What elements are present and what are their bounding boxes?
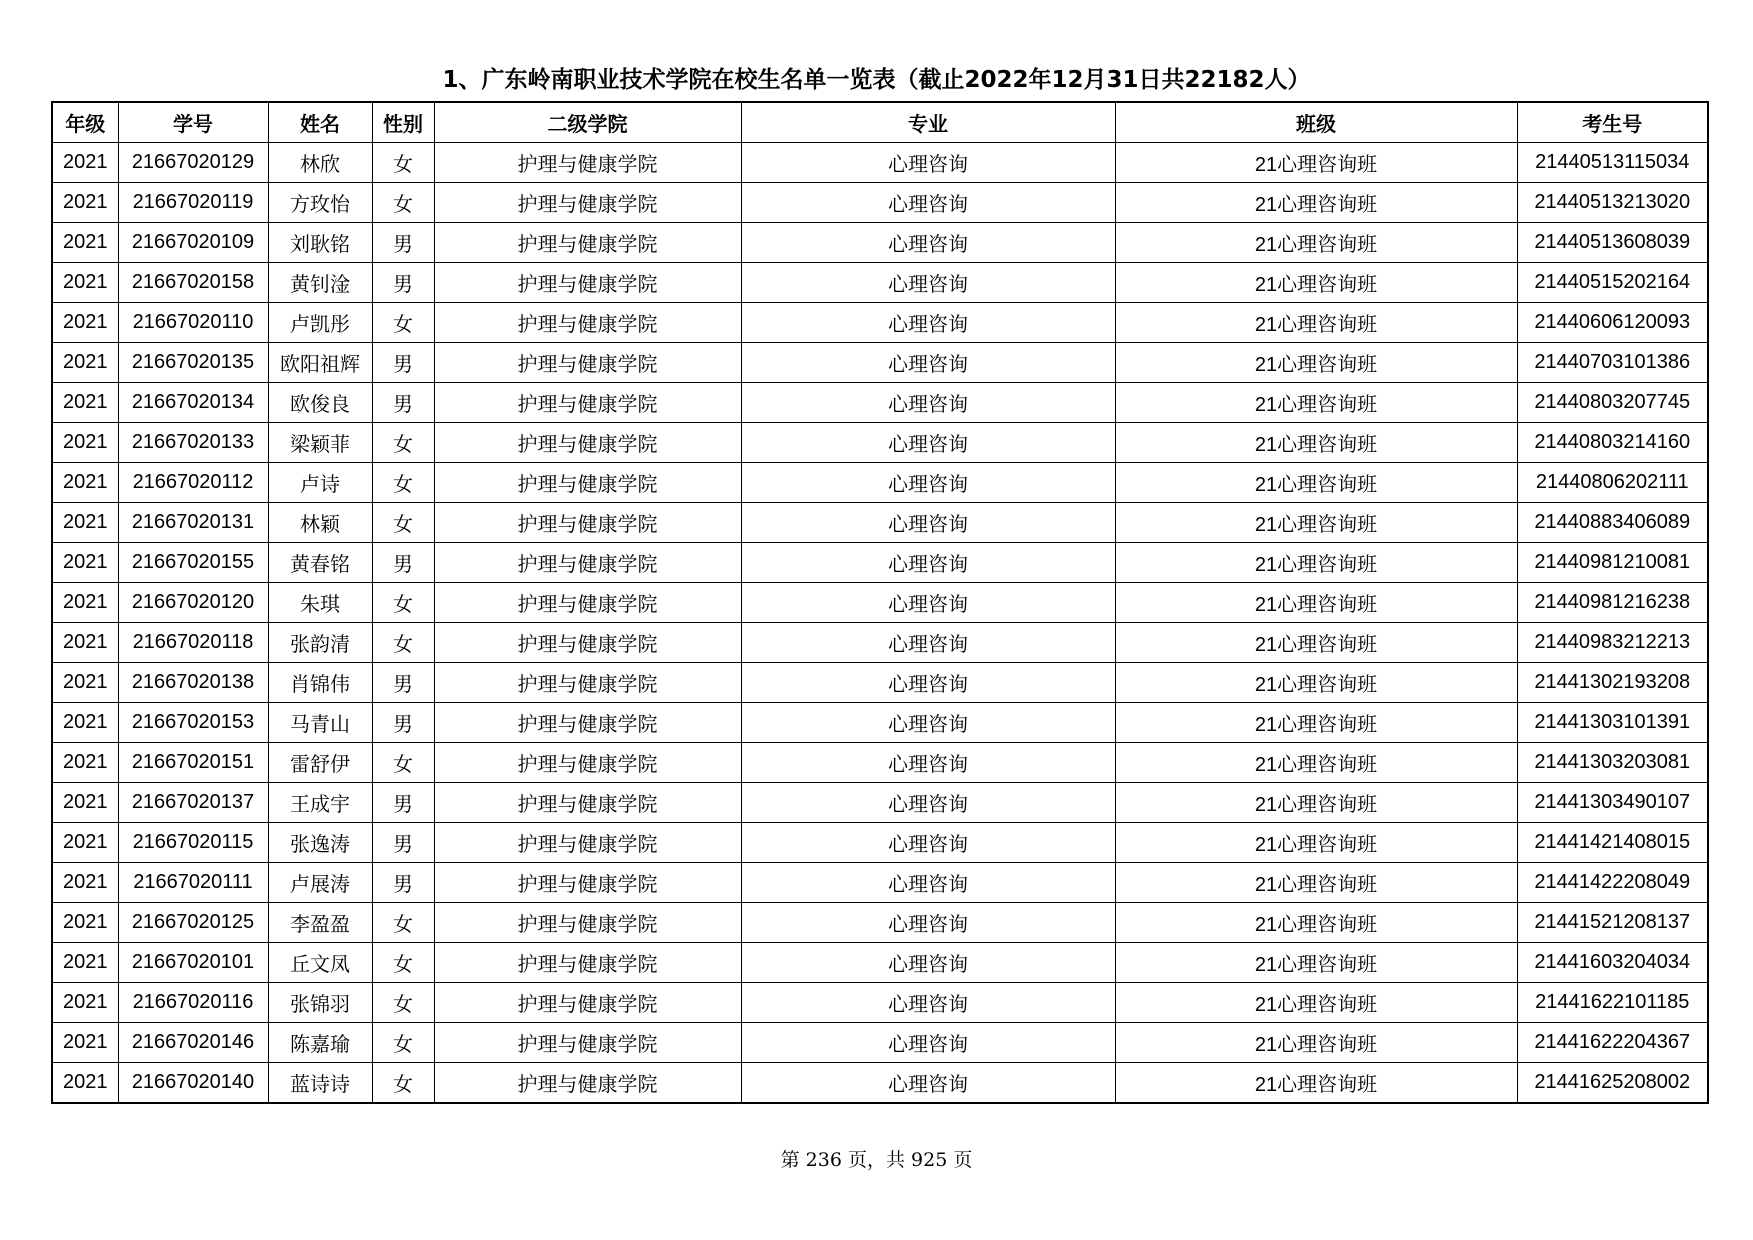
cell-major: 心理咨询 [741,503,1115,543]
cell-major: 心理咨询 [741,623,1115,663]
cell-exam-id: 21440606120093 [1517,303,1708,343]
cell-student-id: 21667020110 [118,303,268,343]
cell-grade: 2021 [52,743,118,783]
table-row [52,343,1708,383]
cell-exam-id: 21440981216238 [1517,583,1708,623]
cell-major: 心理咨询 [741,743,1115,783]
cell-major: 心理咨询 [741,183,1115,223]
cell-grade: 2021 [52,223,118,263]
cell-college: 护理与健康学院 [434,663,741,703]
cell-name: 方玫怡 [268,183,372,223]
cell-gender: 男 [372,223,434,263]
cell-class: 21心理咨询班 [1115,143,1517,183]
table-row [52,223,1708,263]
table-row [52,1063,1708,1104]
cell-gender: 女 [372,983,434,1023]
cell-gender: 女 [372,943,434,983]
column-header-college: 二级学院 [434,102,741,143]
cell-student-id: 21667020129 [118,143,268,183]
cell-college: 护理与健康学院 [434,263,741,303]
student-roster-table [51,101,1709,1104]
cell-name: 丘文凤 [268,943,372,983]
cell-major: 心理咨询 [741,343,1115,383]
cell-college: 护理与健康学院 [434,383,741,423]
cell-student-id: 21667020118 [118,623,268,663]
cell-class: 21心理咨询班 [1115,703,1517,743]
cell-student-id: 21667020153 [118,703,268,743]
cell-class: 21心理咨询班 [1115,543,1517,583]
cell-class: 21心理咨询班 [1115,663,1517,703]
cell-grade: 2021 [52,463,118,503]
table-row [52,303,1708,343]
cell-name: 李盈盈 [268,903,372,943]
cell-student-id: 21667020115 [118,823,268,863]
cell-class: 21心理咨询班 [1115,903,1517,943]
cell-name: 朱琪 [268,583,372,623]
cell-name: 陈嘉瑜 [268,1023,372,1063]
cell-student-id: 21667020135 [118,343,268,383]
cell-name: 肖锦伟 [268,663,372,703]
cell-grade: 2021 [52,983,118,1023]
cell-name: 卢诗 [268,463,372,503]
cell-exam-id: 21441625208002 [1517,1063,1708,1104]
cell-major: 心理咨询 [741,863,1115,903]
cell-student-id: 21667020112 [118,463,268,503]
cell-student-id: 21667020140 [118,1063,268,1104]
cell-gender: 男 [372,343,434,383]
cell-name: 刘耿铭 [268,223,372,263]
cell-student-id: 21667020120 [118,583,268,623]
cell-exam-id: 21440513608039 [1517,223,1708,263]
cell-name: 蓝诗诗 [268,1063,372,1104]
cell-major: 心理咨询 [741,1063,1115,1104]
cell-college: 护理与健康学院 [434,423,741,463]
cell-gender: 女 [372,423,434,463]
cell-exam-id: 21440803207745 [1517,383,1708,423]
cell-major: 心理咨询 [741,583,1115,623]
cell-student-id: 21667020137 [118,783,268,823]
cell-name: 林颖 [268,503,372,543]
cell-grade: 2021 [52,263,118,303]
column-header-major: 专业 [741,102,1115,143]
cell-college: 护理与健康学院 [434,543,741,583]
cell-major: 心理咨询 [741,823,1115,863]
cell-class: 21心理咨询班 [1115,623,1517,663]
cell-grade: 2021 [52,343,118,383]
column-header-class: 班级 [1115,102,1517,143]
cell-name: 王成宇 [268,783,372,823]
cell-student-id: 21667020101 [118,943,268,983]
cell-major: 心理咨询 [741,983,1115,1023]
cell-class: 21心理咨询班 [1115,183,1517,223]
table-row [52,1023,1708,1063]
cell-class: 21心理咨询班 [1115,303,1517,343]
cell-gender: 女 [372,303,434,343]
cell-student-id: 21667020138 [118,663,268,703]
cell-class: 21心理咨询班 [1115,463,1517,503]
cell-college: 护理与健康学院 [434,463,741,503]
cell-class: 21心理咨询班 [1115,223,1517,263]
cell-exam-id: 21441302193208 [1517,663,1708,703]
cell-major: 心理咨询 [741,703,1115,743]
table-row [52,503,1708,543]
cell-name: 卢凯彤 [268,303,372,343]
cell-gender: 男 [372,863,434,903]
table-row [52,263,1708,303]
column-header-gender: 性别 [372,102,434,143]
cell-student-id: 21667020151 [118,743,268,783]
cell-class: 21心理咨询班 [1115,783,1517,823]
cell-name: 雷舒伊 [268,743,372,783]
cell-grade: 2021 [52,1063,118,1104]
table-header-row [52,102,1708,143]
table-row [52,823,1708,863]
cell-grade: 2021 [52,183,118,223]
cell-name: 梁颖菲 [268,423,372,463]
cell-gender: 女 [372,1023,434,1063]
cell-major: 心理咨询 [741,303,1115,343]
cell-exam-id: 21440983212213 [1517,623,1708,663]
cell-gender: 男 [372,663,434,703]
cell-class: 21心理咨询班 [1115,983,1517,1023]
cell-name: 张逸涛 [268,823,372,863]
cell-exam-id: 21441622204367 [1517,1023,1708,1063]
cell-class: 21心理咨询班 [1115,1023,1517,1063]
cell-name: 林欣 [268,143,372,183]
cell-exam-id: 21440513213020 [1517,183,1708,223]
table-row [52,783,1708,823]
cell-gender: 女 [372,503,434,543]
cell-student-id: 21667020116 [118,983,268,1023]
cell-gender: 女 [372,903,434,943]
cell-college: 护理与健康学院 [434,783,741,823]
cell-class: 21心理咨询班 [1115,343,1517,383]
table-row [52,903,1708,943]
cell-major: 心理咨询 [741,263,1115,303]
table-row [52,623,1708,663]
cell-major: 心理咨询 [741,223,1115,263]
table-row [52,703,1708,743]
cell-name: 张锦羽 [268,983,372,1023]
cell-grade: 2021 [52,583,118,623]
cell-class: 21心理咨询班 [1115,263,1517,303]
cell-gender: 女 [372,143,434,183]
cell-grade: 2021 [52,663,118,703]
cell-college: 护理与健康学院 [434,903,741,943]
cell-class: 21心理咨询班 [1115,423,1517,463]
cell-gender: 男 [372,543,434,583]
cell-college: 护理与健康学院 [434,983,741,1023]
cell-exam-id: 21441303101391 [1517,703,1708,743]
column-header-student-id: 学号 [118,102,268,143]
cell-grade: 2021 [52,863,118,903]
cell-college: 护理与健康学院 [434,703,741,743]
table-row [52,743,1708,783]
cell-name: 欧俊良 [268,383,372,423]
cell-college: 护理与健康学院 [434,503,741,543]
cell-grade: 2021 [52,143,118,183]
cell-grade: 2021 [52,423,118,463]
cell-college: 护理与健康学院 [434,743,741,783]
cell-exam-id: 21440703101386 [1517,343,1708,383]
cell-name: 张韵清 [268,623,372,663]
cell-gender: 女 [372,183,434,223]
cell-gender: 女 [372,743,434,783]
column-header-name: 姓名 [268,102,372,143]
cell-name: 黄春铭 [268,543,372,583]
cell-student-id: 21667020109 [118,223,268,263]
cell-class: 21心理咨询班 [1115,823,1517,863]
cell-grade: 2021 [52,703,118,743]
cell-grade: 2021 [52,943,118,983]
table-row [52,943,1708,983]
cell-class: 21心理咨询班 [1115,383,1517,423]
cell-student-id: 21667020134 [118,383,268,423]
cell-student-id: 21667020111 [118,863,268,903]
cell-exam-id: 21440513115034 [1517,143,1708,183]
cell-college: 护理与健康学院 [434,823,741,863]
cell-college: 护理与健康学院 [434,343,741,383]
cell-exam-id: 21440981210081 [1517,543,1708,583]
cell-gender: 女 [372,583,434,623]
table-row [52,423,1708,463]
cell-exam-id: 21440806202111 [1517,463,1708,503]
table-row [52,543,1708,583]
cell-class: 21心理咨询班 [1115,863,1517,903]
table-row [52,143,1708,183]
cell-gender: 女 [372,623,434,663]
cell-student-id: 21667020131 [118,503,268,543]
cell-grade: 2021 [52,383,118,423]
column-header-exam-id: 考生号 [1517,102,1708,143]
cell-grade: 2021 [52,903,118,943]
cell-exam-id: 21441421408015 [1517,823,1708,863]
cell-gender: 女 [372,463,434,503]
cell-name: 卢展涛 [268,863,372,903]
cell-exam-id: 21441303490107 [1517,783,1708,823]
cell-major: 心理咨询 [741,663,1115,703]
cell-major: 心理咨询 [741,463,1115,503]
cell-grade: 2021 [52,783,118,823]
cell-exam-id: 21440883406089 [1517,503,1708,543]
table-row [52,583,1708,623]
cell-exam-id: 21440803214160 [1517,423,1708,463]
cell-class: 21心理咨询班 [1115,583,1517,623]
cell-gender: 男 [372,383,434,423]
cell-class: 21心理咨询班 [1115,943,1517,983]
cell-gender: 男 [372,823,434,863]
cell-gender: 女 [372,1063,434,1104]
cell-name: 黄钊淦 [268,263,372,303]
cell-college: 护理与健康学院 [434,183,741,223]
cell-major: 心理咨询 [741,903,1115,943]
table-row [52,183,1708,223]
table-row [52,383,1708,423]
cell-student-id: 21667020158 [118,263,268,303]
cell-college: 护理与健康学院 [434,623,741,663]
cell-grade: 2021 [52,543,118,583]
cell-major: 心理咨询 [741,943,1115,983]
cell-exam-id: 21441303203081 [1517,743,1708,783]
table-body [52,143,1708,1104]
cell-grade: 2021 [52,303,118,343]
cell-major: 心理咨询 [741,143,1115,183]
cell-student-id: 21667020119 [118,183,268,223]
column-header-grade: 年级 [52,102,118,143]
cell-gender: 男 [372,703,434,743]
cell-grade: 2021 [52,823,118,863]
cell-name: 马青山 [268,703,372,743]
cell-class: 21心理咨询班 [1115,743,1517,783]
cell-grade: 2021 [52,503,118,543]
cell-student-id: 21667020146 [118,1023,268,1063]
cell-class: 21心理咨询班 [1115,503,1517,543]
document-title: 1、广东岭南职业技术学院在校生名单一览表（截止2022年12月31日共22182人） [442,67,1311,93]
cell-gender: 男 [372,783,434,823]
cell-college: 护理与健康学院 [434,863,741,903]
cell-grade: 2021 [52,1023,118,1063]
cell-exam-id: 21440515202164 [1517,263,1708,303]
cell-gender: 男 [372,263,434,303]
cell-major: 心理咨询 [741,423,1115,463]
cell-college: 护理与健康学院 [434,583,741,623]
cell-student-id: 21667020133 [118,423,268,463]
cell-major: 心理咨询 [741,783,1115,823]
cell-exam-id: 21441521208137 [1517,903,1708,943]
table-row [52,983,1708,1023]
cell-major: 心理咨询 [741,383,1115,423]
table-row [52,463,1708,503]
cell-exam-id: 21441622101185 [1517,983,1708,1023]
cell-major: 心理咨询 [741,543,1115,583]
cell-student-id: 21667020125 [118,903,268,943]
cell-college: 护理与健康学院 [434,1023,741,1063]
cell-college: 护理与健康学院 [434,303,741,343]
table-row [52,863,1708,903]
cell-college: 护理与健康学院 [434,223,741,263]
cell-student-id: 21667020155 [118,543,268,583]
cell-college: 护理与健康学院 [434,943,741,983]
cell-college: 护理与健康学院 [434,1063,741,1104]
page-number-footer: 第 236 页，共 925 页 [780,1149,973,1171]
cell-college: 护理与健康学院 [434,143,741,183]
cell-name: 欧阳祖辉 [268,343,372,383]
cell-exam-id: 21441603204034 [1517,943,1708,983]
cell-class: 21心理咨询班 [1115,1063,1517,1104]
cell-exam-id: 21441422208049 [1517,863,1708,903]
cell-major: 心理咨询 [741,1023,1115,1063]
table-row [52,663,1708,703]
cell-grade: 2021 [52,623,118,663]
